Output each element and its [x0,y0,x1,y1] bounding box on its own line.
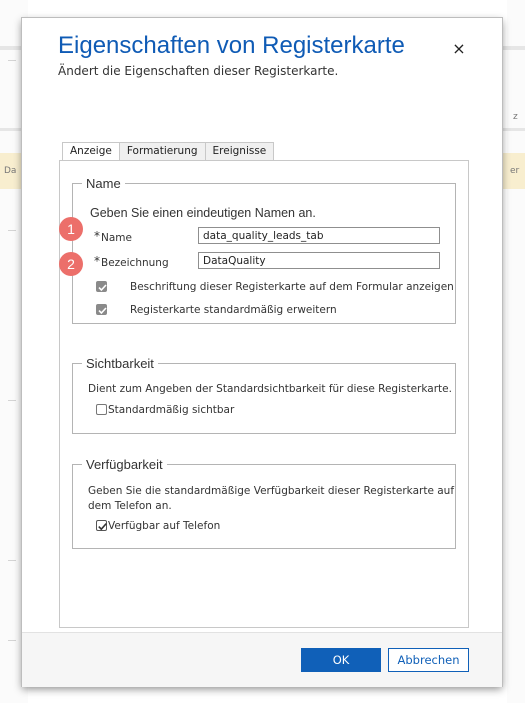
tab-formatierung[interactable]: Formatierung [120,142,206,161]
background-tick [8,60,16,61]
close-icon[interactable]: × [452,39,466,58]
available-on-phone-checkbox[interactable] [96,520,107,531]
name-group-intro: Geben Sie einen eindeutigen Namen an. [90,206,316,220]
background-tick [8,560,16,561]
name-input[interactable] [198,227,440,244]
tab-properties-dialog [22,18,502,686]
availability-group-legend: Verfügbarkeit [86,457,163,472]
ok-button[interactable]: OK [301,648,381,672]
available-on-phone-label: Verfügbar auf Telefon [108,520,221,532]
name-label: Name [101,232,132,244]
background-tick [8,400,16,401]
visible-by-default-label: Standardmäßig sichtbar [108,404,235,416]
show-label-checkbox-label: Beschriftung dieser Registerkarte auf dem Formular anzeigen [130,281,454,293]
visibility-description: Dient zum Angeben der Standardsichtbarkeit für diese Registerkarte. [88,383,452,395]
background-tick [8,640,16,641]
name-group [72,176,456,324]
dialog-title: Eigenschaften von Registerkarte [58,32,405,59]
background-peek-text: z [513,112,518,122]
check-icon [97,282,108,293]
show-label-checkbox[interactable] [96,281,107,292]
tab-ereignisse[interactable]: Ereignisse [206,142,275,161]
name-group-legend: Name [86,176,121,191]
required-marker: * [94,254,100,268]
background-peek-text: Da [4,166,17,176]
availability-description-line1: Geben Sie die standardmäßige Verfügbarkeit dieser Registerkarte auf [88,485,455,497]
background-right-edge [507,0,525,703]
cancel-button[interactable]: Abbrechen [388,648,469,672]
check-icon [97,305,108,316]
expand-checkbox[interactable] [96,304,107,315]
availability-description-line2: dem Telefon an. [88,500,172,512]
tab-panel-anzeige [59,160,469,628]
dialog-subtitle: Ändert die Eigenschaften dieser Registerkarte. [58,64,339,78]
background-tick [8,230,16,231]
visibility-group [72,356,456,434]
callout-2: 2 [59,252,83,276]
tab-anzeige[interactable]: Anzeige [62,142,120,161]
background-peek-text: er [510,166,520,176]
required-marker: * [94,229,100,243]
callout-1: 1 [59,217,83,241]
label-label: Bezeichnung [101,257,169,269]
dialog-footer [22,632,502,687]
visibility-group-legend: Sichtbarkeit [86,356,154,371]
check-icon [97,521,108,532]
expand-checkbox-label: Registerkarte standardmäßig erweitern [130,304,337,316]
visible-by-default-checkbox[interactable] [96,404,107,415]
tab-strip [62,142,274,160]
label-input[interactable] [198,252,440,269]
